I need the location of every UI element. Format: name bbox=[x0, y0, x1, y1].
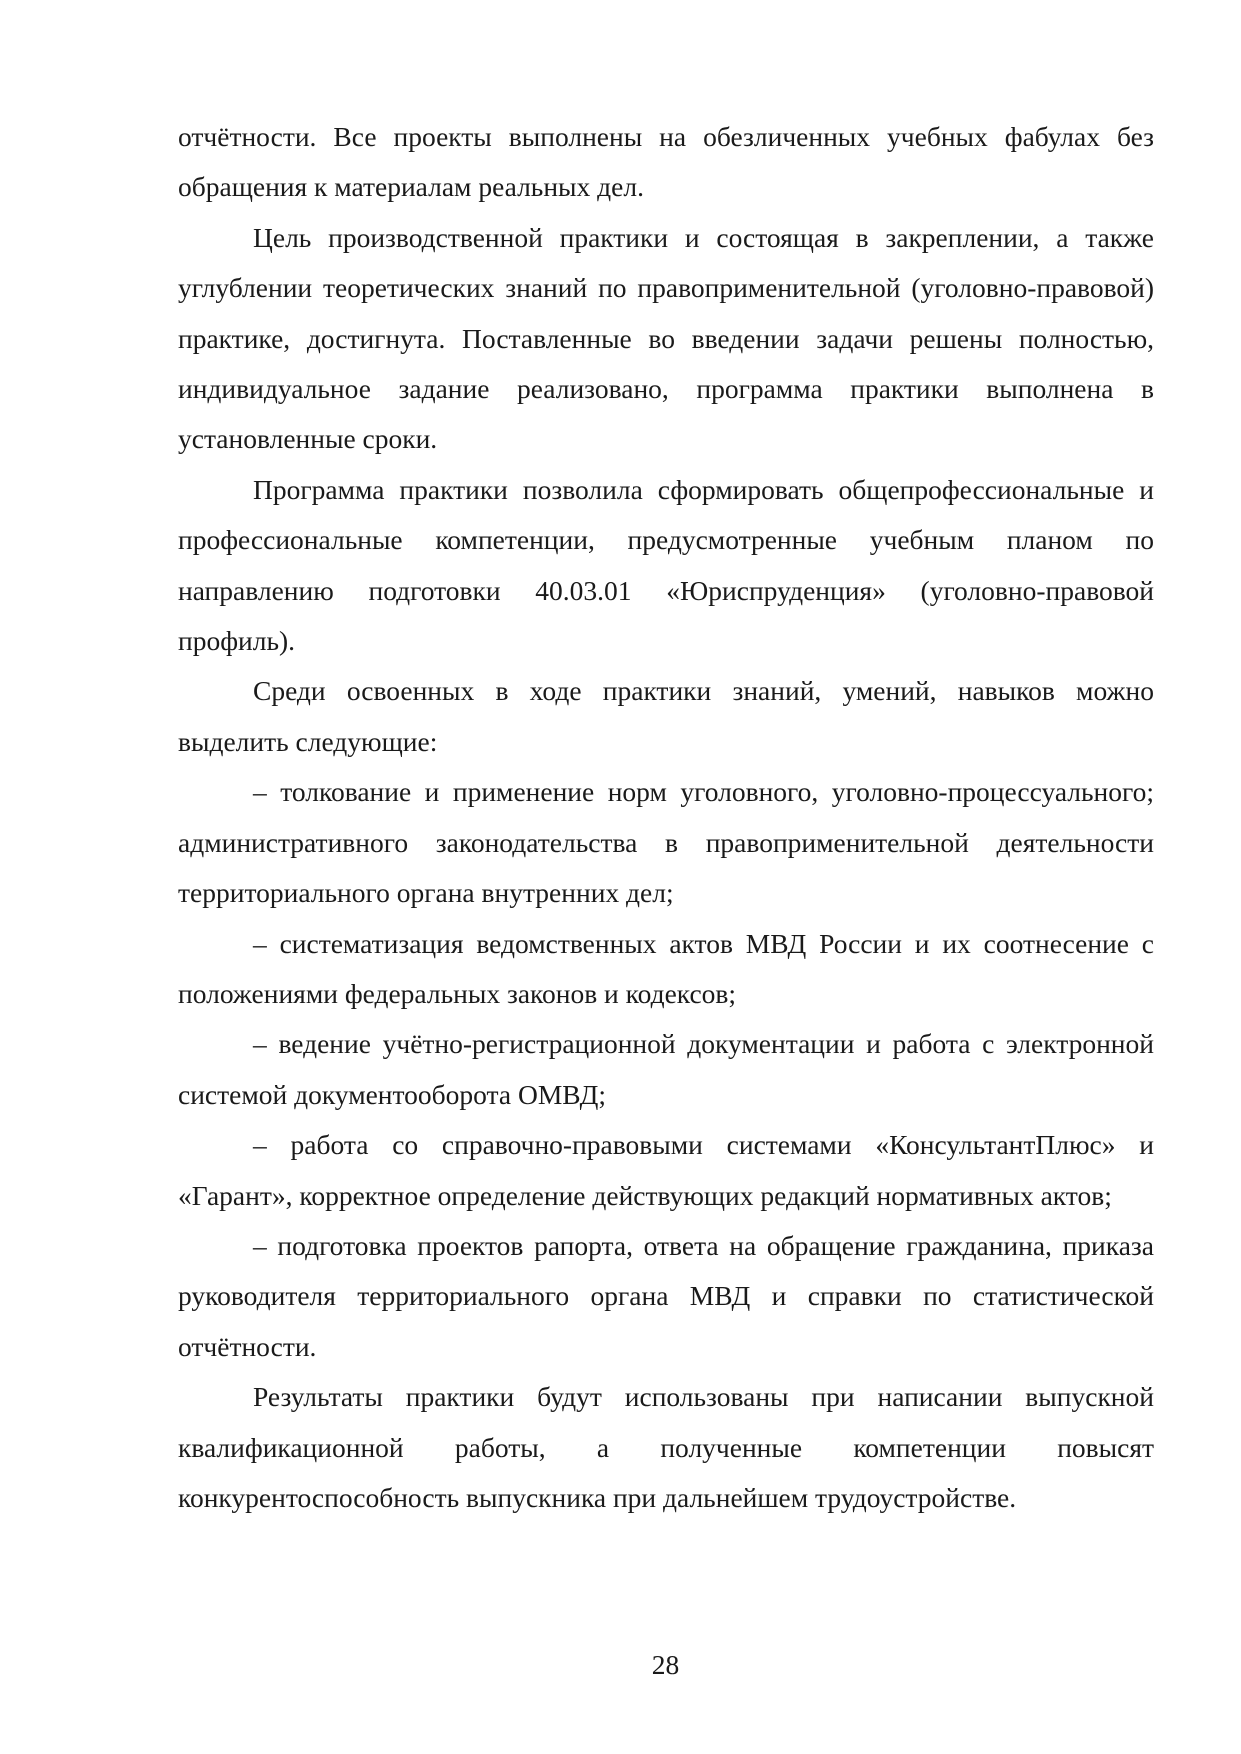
list-item-draft-preparation: – подготовка проектов рапорта, ответа на обращение гражданина, приказа руководителя территориального органа МВД и справки по статистической отчётности. bbox=[178, 1229, 1154, 1362]
list-item-legal-reference-systems: – работа со справочно-правовыми системами «КонсультантПлюс» и «Гарант», корректное определение действующих редакций нормативных актов; bbox=[178, 1129, 1154, 1211]
paragraph-skills-intro: Среди освоенных в ходе практики знаний, умений, навыков можно выделить следующие: bbox=[178, 675, 1154, 757]
page-number: 28 bbox=[651, 1649, 680, 1680]
list-item-law-interpretation: – толкование и применение норм уголовного, уголовно-процессуального; административного законодательства в правоприменительной деятельности территориального органа внутренних дел; bbox=[178, 776, 1154, 909]
paragraph-results: Результаты практики будут использованы при написании выпускной квалификационной работы, а полученные компетенции повысят конкурентоспособность выпускника при дальнейшем трудоустройстве. bbox=[178, 1381, 1154, 1513]
paragraph-continuation: отчётности. Все проекты выполнены на обезличенных учебных фабулах без обращения к материалам реальных дел. bbox=[178, 121, 1154, 203]
paragraph-practice-goal: Цель производственной практики и состоящая в закреплении, а также углублении теоретических знаний по правоприменительной (уголовно-правовой) практике, достигнута. Поставленные во введении задачи решены полностью, индивидуальное задание реализовано, программа практики выполнена в установленные сроки. bbox=[178, 221, 1154, 455]
list-item-acts-systematization: – систематизация ведомственных актов МВД России и их соотнесение с положениями федеральных законов и кодексов; bbox=[178, 927, 1154, 1009]
document-page-body bbox=[178, 112, 1154, 1523]
paragraph-competencies: Программа практики позволила сформировать общепрофессиональные и профессиональные компетенции, предусмотренные учебным планом по направлению подготовки 40.03.01 «Юриспруденция» (уголовно-правовой профиль). bbox=[178, 473, 1154, 657]
list-item-registration-documents: – ведение учётно-регистрационной документации и работа с электронной системой документооборота ОМВД; bbox=[178, 1028, 1154, 1110]
